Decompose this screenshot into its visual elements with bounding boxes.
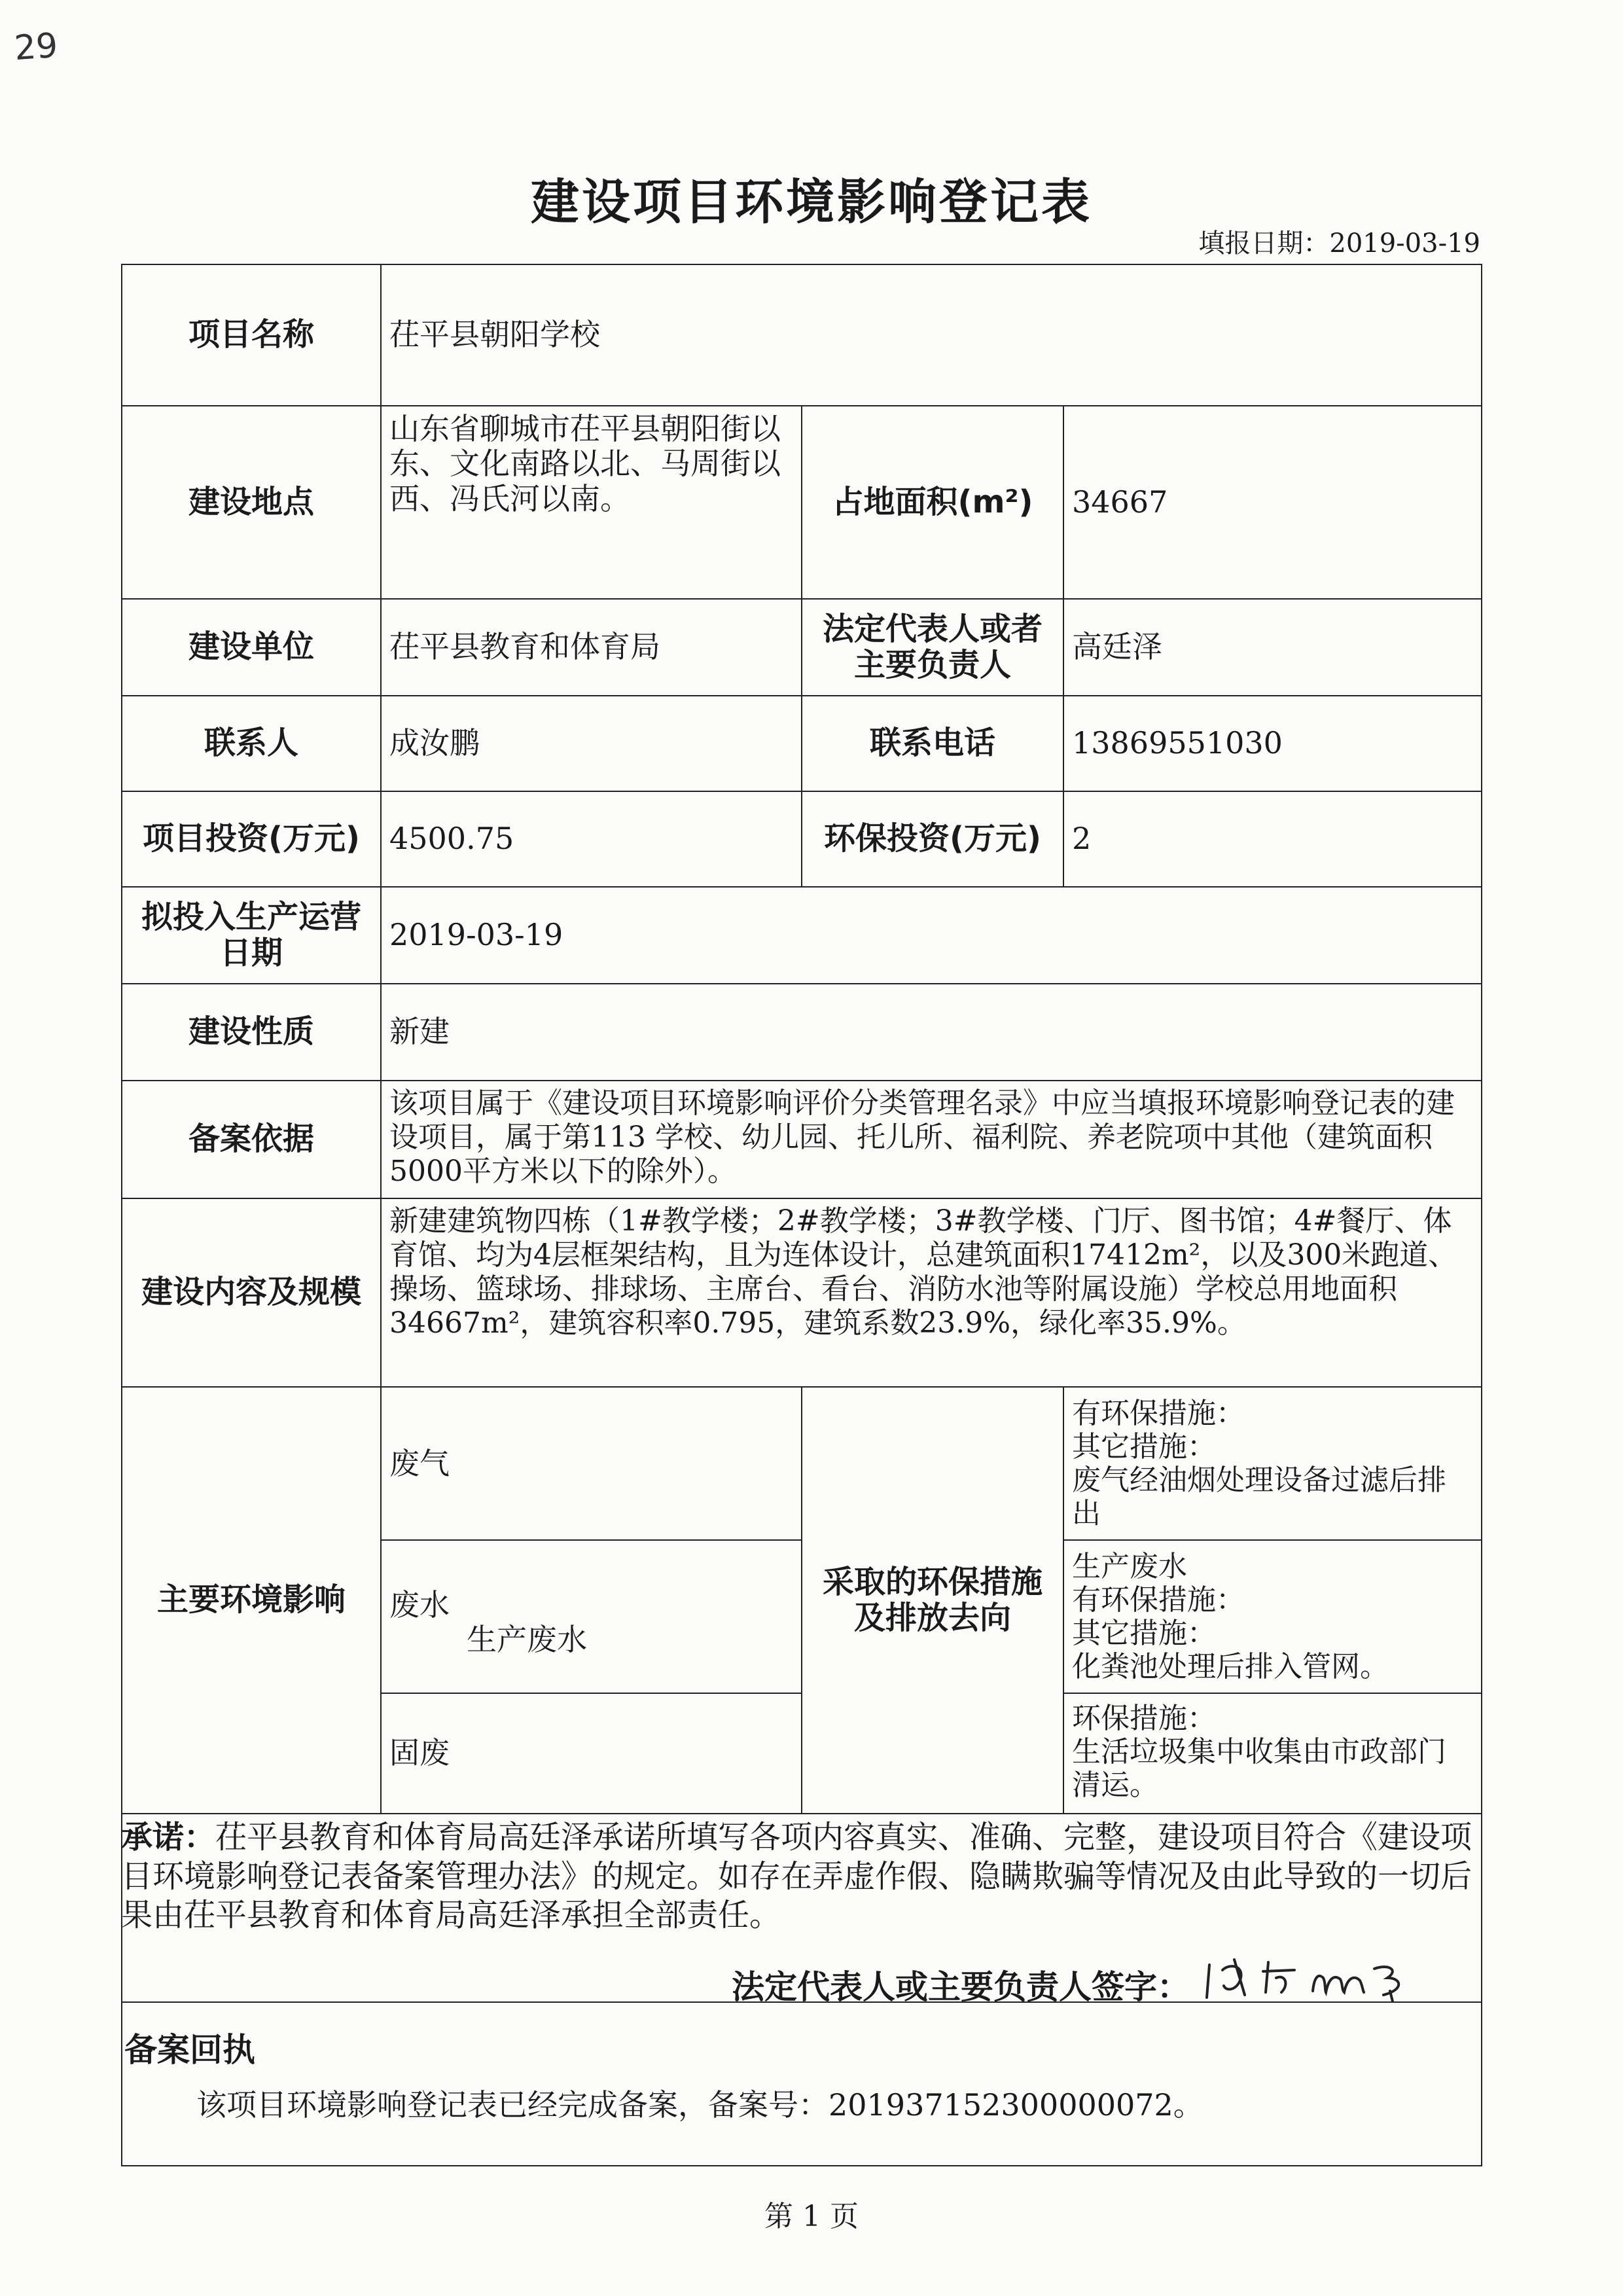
label-location: 建设地点	[121, 405, 382, 600]
impact-water-cell	[380, 1539, 802, 1694]
measures-solid	[1063, 1693, 1482, 1814]
label-main-impact: 主要环境影响	[121, 1386, 382, 1814]
measures-gas-line: 废气经油烟处理设备过滤后排出	[1072, 1463, 1446, 1531]
handwritten-signature	[1203, 1952, 1419, 2004]
value-location: 山东省聊城市茌平县朝阳街以东、文化南路以北、马周街以西、冯氏河以南。	[380, 405, 802, 600]
label-basis: 备案依据	[121, 1080, 382, 1199]
value-basis: 该项目属于《建设项目环境影响评价分类管理名录》中应当填报环境影响登记表的建设项目，属于第113 学校、幼儿园、托儿所、福利院、养老院项中其他（建筑面积5000平方米以下的除外）。	[380, 1080, 1482, 1199]
impact-water-label: 废水	[389, 1587, 450, 1623]
corner-note: 29	[12, 26, 60, 69]
signature-label: 法定代表人或主要负责人签字：	[732, 1968, 1190, 2006]
label-phone: 联系电话	[801, 695, 1064, 792]
value-contact: 成汝鹏	[380, 695, 802, 792]
value-project-name: 茌平县朝阳学校	[380, 264, 1482, 406]
measures-gas-line: 其它措施：	[1072, 1430, 1216, 1464]
label-project-name: 项目名称	[121, 264, 382, 406]
measures-solid-line: 生活垃圾集中收集由市政部门清运。	[1072, 1735, 1446, 1803]
value-legal-rep: 高廷泽	[1063, 598, 1482, 696]
measures-solid-line: 环保措施：	[1072, 1702, 1216, 1735]
value-nature: 新建	[380, 983, 1482, 1081]
label-nature: 建设性质	[121, 983, 382, 1081]
label-area: 占地面积(m²)	[801, 405, 1064, 600]
page-title: 建设项目环境影响登记表	[531, 174, 1092, 230]
label-operation-date: 拟投入生产运营日期	[121, 886, 382, 984]
measures-gas	[1063, 1386, 1482, 1541]
value-operation-date: 2019-03-19	[380, 886, 1482, 984]
promise-body: 茌平县教育和体育局高廷泽承诺所填写各项内容真实、准确、完整，建设项目符合《建设项目环境影响登记表备案管理办法》的规定。如存在弄虚作假、隐瞒欺骗等情况及由此导致的一切后果由茌平县教育和体育局高廷泽承担全部责任。	[121, 1819, 1472, 1934]
label-contact: 联系人	[121, 695, 382, 792]
measures-water-line: 其它措施：	[1072, 1617, 1216, 1651]
value-content: 新建建筑物四栋（1#教学楼；2#教学楼；3#教学楼、门厅、图书馆；4#餐厅、体育馆、均为4层框架结构，且为连体设计，总建筑面积17412m²，以及300米跑道、操场、篮球场、排球场、主席台、看台、消防水池等附属设施）学校总用地面积34667m²，建筑容积率0.795，建筑系数23.9%，绿化率35.9%。	[380, 1198, 1482, 1388]
impact-water-sub: 生产废水	[467, 1622, 587, 1658]
label-env-investment: 环保投资(万元)	[801, 791, 1064, 888]
value-phone: 13869551030	[1063, 695, 1482, 792]
label-investment: 项目投资(万元)	[121, 791, 382, 888]
label-measures: 采取的环保措施及排放去向	[801, 1386, 1064, 1814]
value-investment: 4500.75	[380, 791, 802, 888]
measures-gas-line: 有环保措施：	[1072, 1397, 1245, 1430]
label-legal-rep: 法定代表人或者主要负责人	[801, 598, 1064, 696]
receipt-text: 该项目环境影响登记表已经完成备案，备案号：201937152300000072。	[196, 2087, 1204, 2123]
frame-bottom-line	[121, 2165, 1482, 2166]
value-unit: 茌平县教育和体育局	[380, 598, 802, 696]
impact-gas-label: 废气	[380, 1386, 802, 1541]
fill-date: 填报日期：2019-03-19	[1198, 228, 1480, 259]
label-unit: 建设单位	[121, 598, 382, 696]
impact-solid-label: 固废	[380, 1693, 802, 1814]
value-env-investment: 2	[1063, 791, 1482, 888]
receipt-title: 备案回执	[124, 2031, 255, 2069]
promise-text	[121, 1818, 1482, 1935]
label-content: 建设内容及规模	[121, 1198, 382, 1388]
measures-water-line: 生产废水	[1072, 1550, 1187, 1583]
value-area: 34667	[1063, 405, 1482, 600]
measures-water-line: 化粪池处理后排入管网。	[1072, 1650, 1389, 1684]
measures-water	[1063, 1539, 1482, 1694]
page-number: 第 1 页	[764, 2200, 859, 2233]
promise-lead: 承诺：	[121, 1819, 216, 1856]
measures-water-line: 有环保措施：	[1072, 1583, 1245, 1617]
